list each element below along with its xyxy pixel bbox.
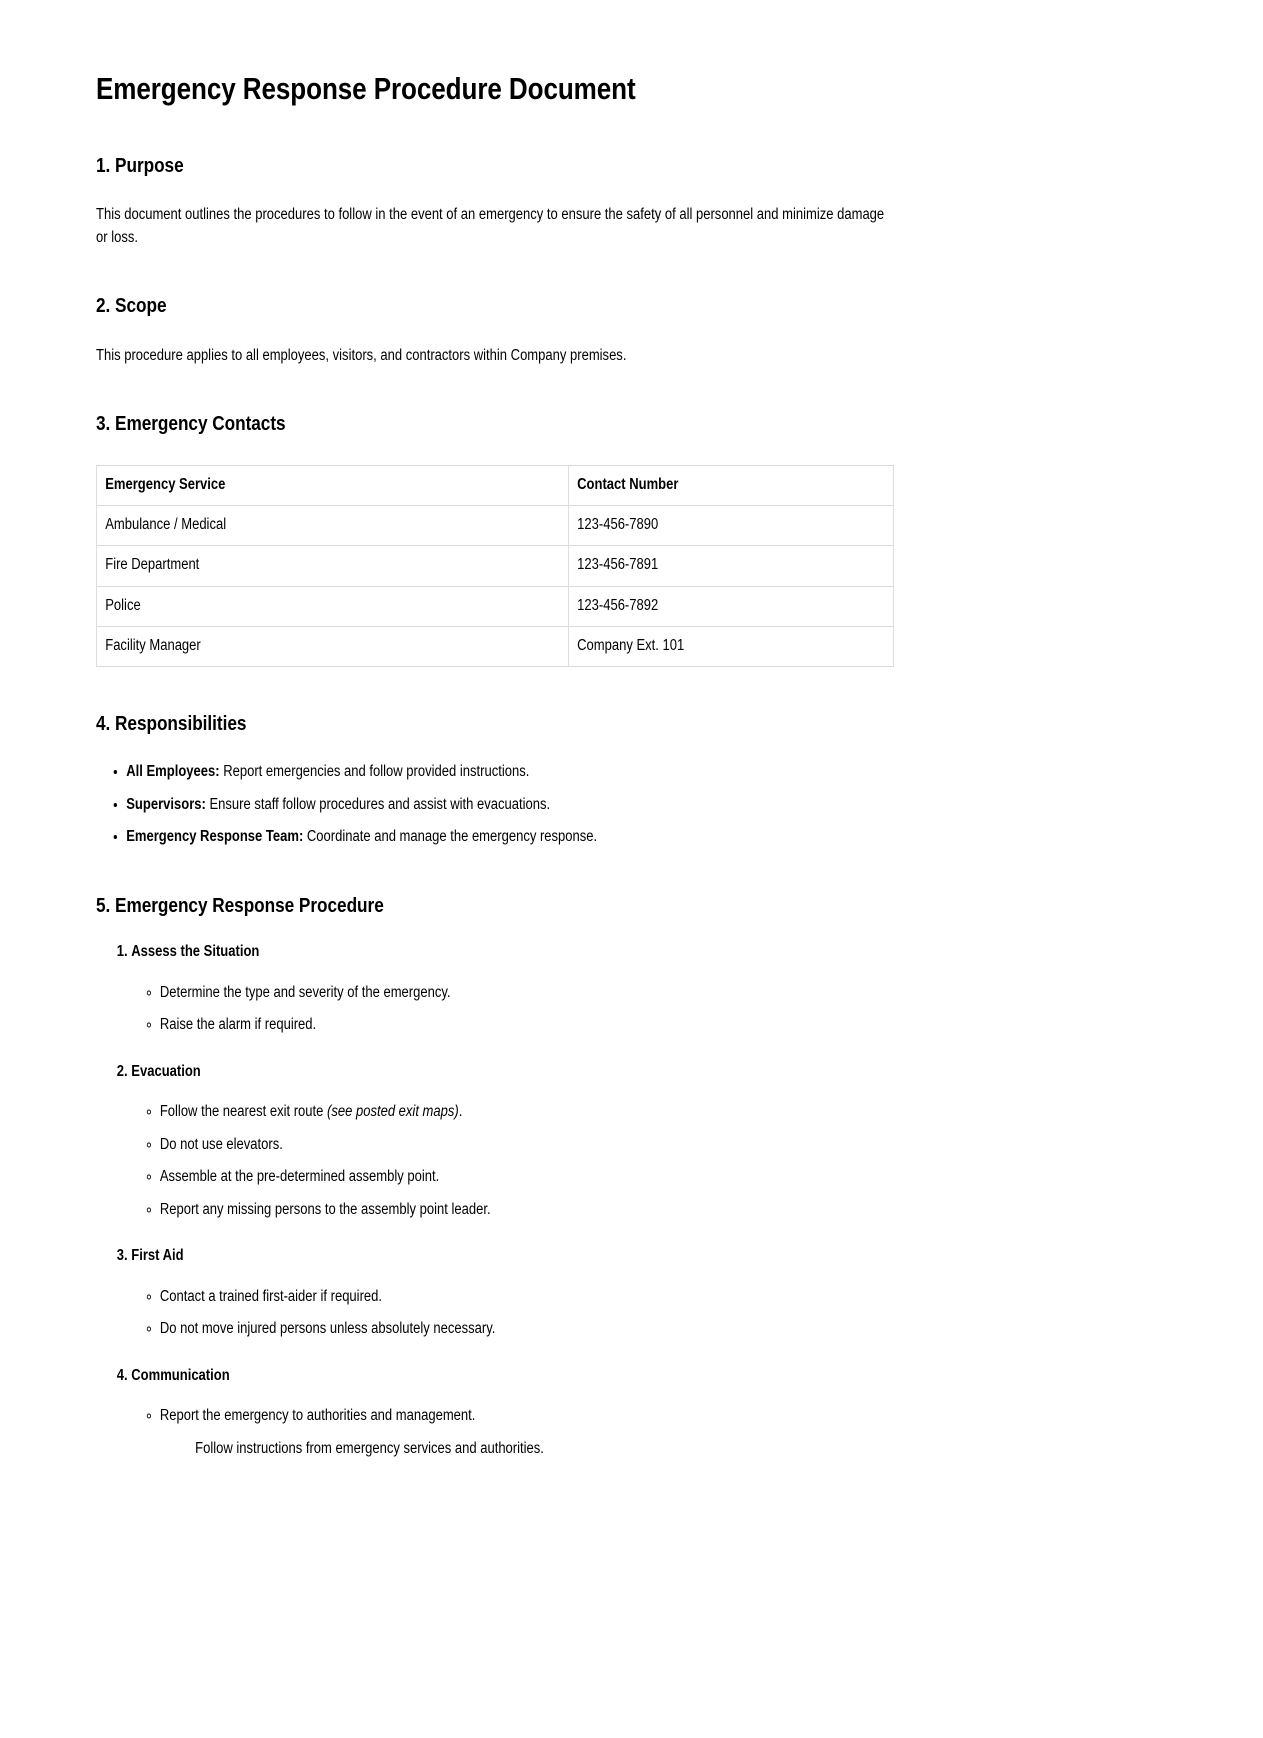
clipped-substep: Follow instructions from emergency services and authorities. (195, 1439, 544, 1457)
table-row (96, 506, 893, 546)
substep-text: Do not use elevators. (159, 1135, 283, 1153)
section-emergency-response-procedure (96, 893, 894, 1457)
clipped-content-region (131, 1438, 894, 1457)
column-header-service: Emergency Service (96, 466, 568, 506)
substep-text: Contact a trained first-aider if required. (159, 1287, 383, 1305)
cell-service: Fire Department (96, 546, 568, 586)
procedure-step-title: Assess the Situation (131, 943, 260, 961)
list-item (160, 1101, 894, 1123)
responsibility-role: Supervisors: (126, 795, 206, 813)
cell-number: Company Ext. 101 (568, 626, 893, 666)
substep-text: Report the emergency to authorities and management. (159, 1407, 476, 1425)
procedure-step (131, 1061, 894, 1221)
substep-text: Determine the type and severity of the emergency. (159, 983, 451, 1001)
cell-service: Facility Manager (96, 626, 568, 666)
procedure-step-title: First Aid (131, 1247, 184, 1265)
responsibility-detail: Coordinate and manage the emergency response. (303, 828, 598, 846)
list-item (160, 1405, 894, 1427)
column-header-number: Contact Number (568, 466, 893, 506)
document-content (96, 62, 894, 1457)
list-item (160, 1199, 894, 1221)
cell-number: 123-456-7890 (568, 506, 893, 546)
responsibility-detail: Ensure staff follow procedures and assist with evacuations. (205, 795, 551, 813)
substep-text: Report any missing persons to the assembly point leader. (159, 1200, 491, 1218)
heading-responsibilities: 4. Responsibilities (96, 711, 247, 735)
section-purpose (96, 153, 894, 250)
list-item (160, 982, 894, 1004)
table-row (96, 546, 893, 586)
list-item (126, 826, 894, 848)
substep-tail: . (458, 1103, 463, 1121)
procedure-step (131, 1365, 894, 1457)
table-row (96, 586, 893, 626)
emergency-contacts-table (96, 465, 894, 667)
list-item (160, 1286, 894, 1308)
heading-emergency-response-procedure: 5. Emergency Response Procedure (96, 893, 384, 917)
procedure-list (96, 941, 894, 1457)
procedure-substep-list (131, 982, 894, 1037)
table-row (96, 626, 893, 666)
procedure-substep-list (131, 1405, 894, 1427)
substep-text: Assemble at the pre-determined assembly point. (159, 1168, 440, 1186)
cell-service: Ambulance / Medical (96, 506, 568, 546)
paragraph-scope: This procedure applies to all employees, visitors, and contractors within Company premises. (96, 346, 627, 364)
responsibilities-list (96, 761, 894, 848)
list-item (160, 1134, 894, 1156)
list-item (160, 1166, 894, 1188)
cell-number: 123-456-7892 (568, 586, 893, 626)
procedure-step (131, 941, 894, 1036)
section-scope (96, 293, 894, 367)
heading-scope: 2. Scope (96, 294, 167, 318)
substep-text: Do not move injured persons unless absolutely necessary. (159, 1320, 496, 1338)
page-title: Emergency Response Procedure Document (96, 71, 636, 106)
heading-purpose: 1. Purpose (96, 153, 184, 177)
procedure-step-title: Communication (131, 1366, 230, 1384)
substep-note: (see posted exit maps) (327, 1103, 459, 1121)
procedure-step-title: Evacuation (131, 1062, 201, 1080)
responsibility-role: Emergency Response Team: (126, 828, 304, 846)
procedure-step (131, 1245, 894, 1340)
table-header-row (96, 466, 893, 506)
responsibility-role: All Employees: (126, 763, 220, 781)
procedure-substep-list (131, 1101, 894, 1221)
list-item (126, 794, 894, 816)
cell-service: Police (96, 586, 568, 626)
section-responsibilities (96, 711, 894, 849)
paragraph-purpose: This document outlines the procedures to follow in the event of an emergency to ensure the safety of all personnel and minimize damage or loss. (96, 206, 885, 246)
procedure-substep-list (131, 1286, 894, 1341)
cell-number: 123-456-7891 (568, 546, 893, 586)
list-item (160, 1014, 894, 1036)
substep-text: Follow the nearest exit route (159, 1103, 328, 1121)
section-emergency-contacts (96, 411, 894, 666)
list-item (126, 761, 894, 783)
substep-text: Raise the alarm if required. (159, 1016, 317, 1034)
responsibility-detail: Report emergencies and follow provided instructions. (219, 763, 530, 781)
list-item (160, 1318, 894, 1340)
heading-emergency-contacts: 3. Emergency Contacts (96, 412, 286, 436)
